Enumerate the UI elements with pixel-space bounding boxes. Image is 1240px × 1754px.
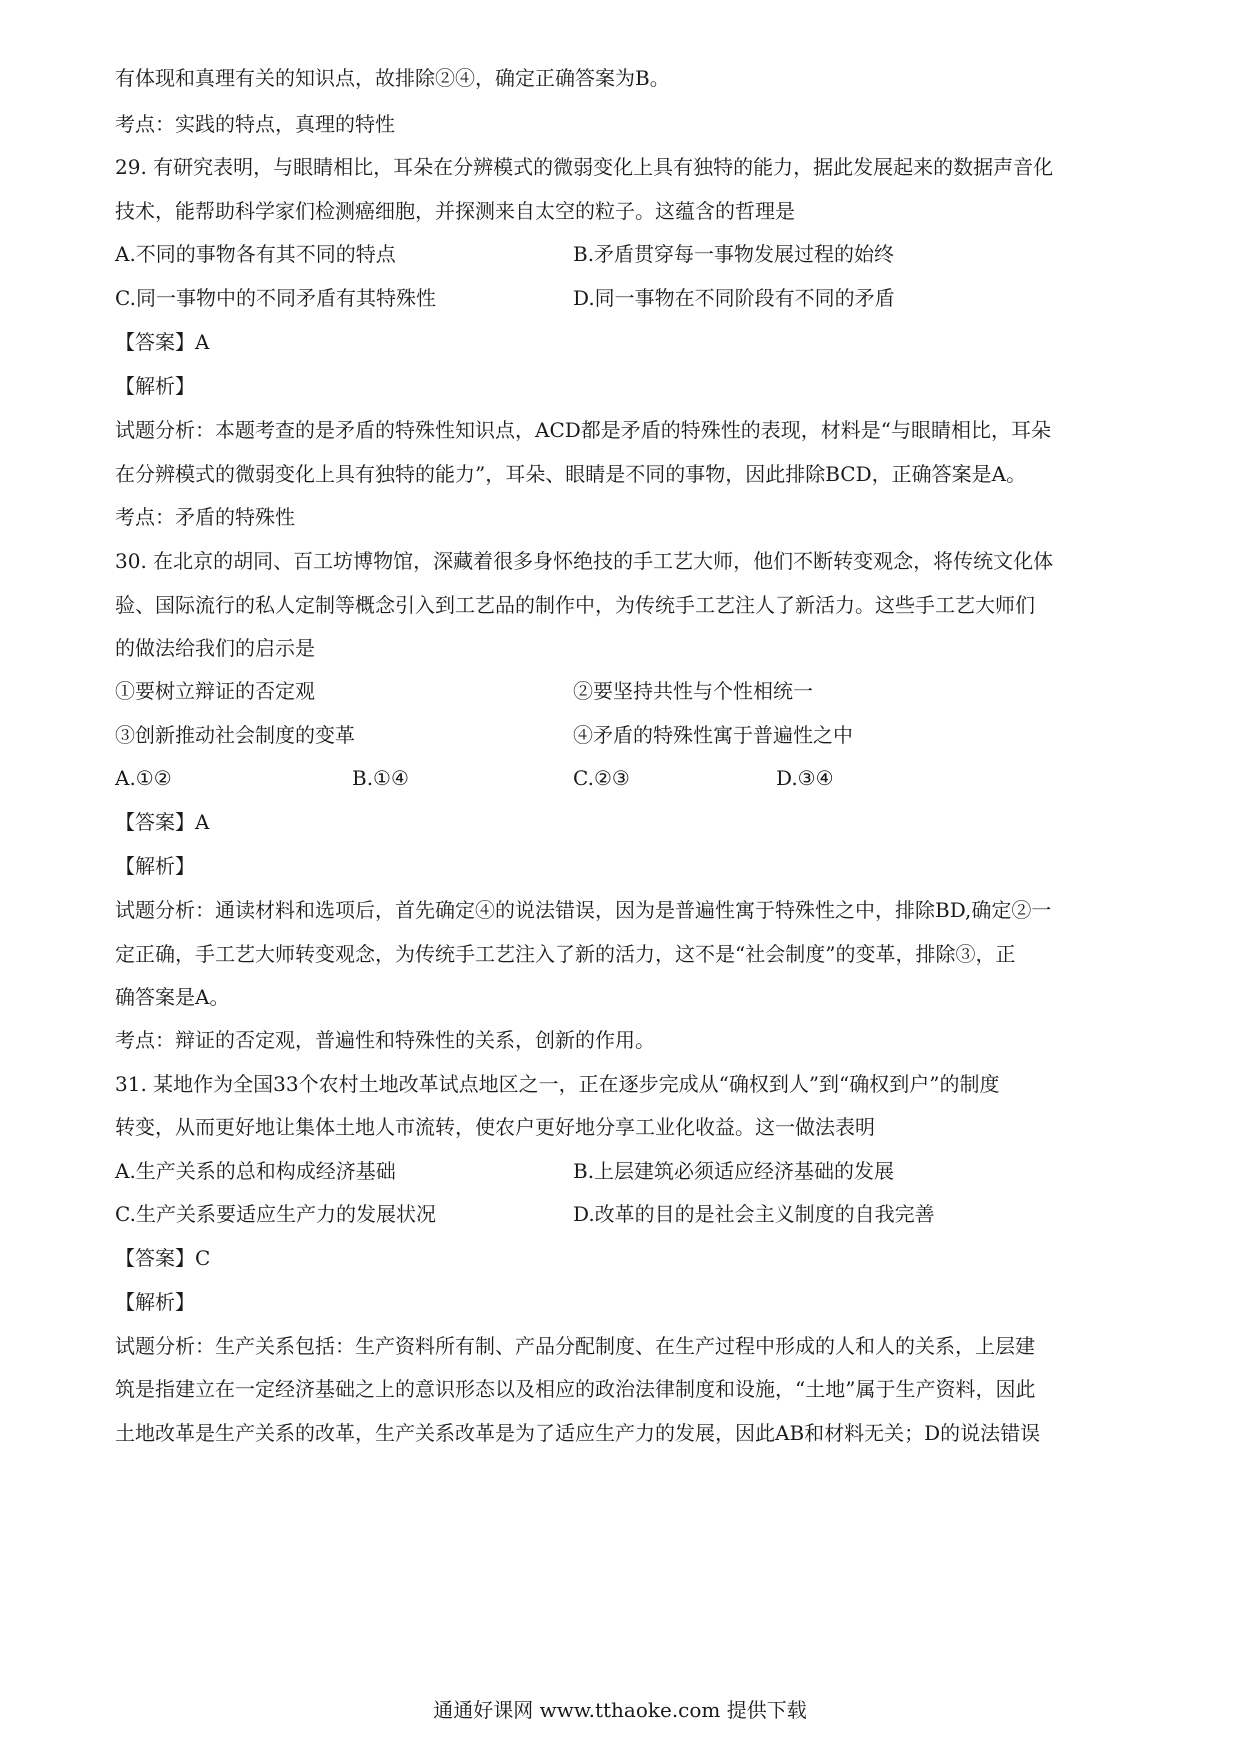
q30-item-2: ②要坚持共性与个性相统一 [573, 679, 813, 703]
q31-analysis-line-2: 筑是指建立在一定经济基础之上的意识形态以及相应的政治法律制度和设施，“土地”属于生产资料，因此 [115, 1377, 1036, 1401]
q29-option-a: A.不同的事物各有其不同的特点 [115, 242, 396, 266]
q31-option-b: B.上层建筑必须适应经济基础的发展 [573, 1159, 895, 1183]
prev-kaodian: 考点：实践的特点，真理的特性 [115, 112, 395, 136]
q30-item-4: ④矛盾的特殊性寓于普遍性之中 [573, 723, 853, 747]
q31-analysis-line-3: 土地改革是生产关系的改革，生产关系改革是为了适应生产力的发展，因此AB和材料无关；D的说法错误 [115, 1421, 1041, 1445]
q29-analysis-line-2: 在分辨模式的微弱变化上具有独特的能力”，耳朵、眼睛是不同的事物，因此排除BCD，正确答案是A。 [115, 462, 1027, 486]
q31-answer: 【答案】C [115, 1246, 211, 1270]
q30-analysis-line-2: 定正确，手工艺大师转变观念，为传统手工艺注入了新的活力，这不是“社会制度”的变革，排除③，正 [115, 942, 1016, 966]
q30-option-b: B.①④ [352, 766, 409, 790]
q29-answer: 【答案】A [115, 330, 210, 354]
q29-stem-line-2: 技术，能帮助科学家们检测癌细胞，并探测来自太空的粒子。这蕴含的哲理是 [115, 199, 795, 223]
q31-stem-line-2: 转变，从而更好地让集体土地人市流转，使农户更好地分享工业化收益。这一做法表明 [115, 1115, 875, 1139]
q30-item-3: ③创新推动社会制度的变革 [115, 723, 355, 747]
q29-option-d: D.同一事物在不同阶段有不同的矛盾 [573, 286, 895, 310]
q30-option-c: C.②③ [573, 766, 630, 790]
q31-analysis-line-1: 试题分析：生产关系包括：生产资料所有制、产品分配制度、在生产过程中形成的人和人的关系，上层建 [115, 1334, 1035, 1358]
q30-kaodian: 考点：辩证的否定观，普遍性和特殊性的关系，创新的作用。 [115, 1028, 655, 1052]
q30-analysis-line-1: 试题分析：通读材料和选项后，首先确定④的说法错误，因为是普遍性寓于特殊性之中，排除BD,确定②一 [115, 898, 1052, 922]
q29-jiexi-heading: 【解析】 [115, 374, 195, 398]
q31-option-d: D.改革的目的是社会主义制度的自我完善 [573, 1202, 935, 1226]
q29-analysis-line-1: 试题分析：本题考查的是矛盾的特殊性知识点，ACD都是矛盾的特殊性的表现，材料是“与眼睛相比，耳朵 [115, 418, 1052, 442]
q29-kaodian: 考点：矛盾的特殊性 [115, 505, 295, 529]
q30-option-d: D.③④ [776, 766, 834, 790]
page-footer: 通通好课网 www.tthaoke.com 提供下载 [433, 1698, 807, 1722]
q30-stem-line-2: 验、国际流行的私人定制等概念引入到工艺品的制作中，为传统手工艺注人了新活力。这些手工艺大师们 [115, 593, 1035, 617]
q30-stem-line-3: 的做法给我们的启示是 [115, 636, 315, 660]
q30-stem-line-1: 30. 在北京的胡同、百工坊博物馆，深藏着很多身怀绝技的手工艺大师，他们不断转变观念，将传统文化体 [115, 549, 1054, 573]
q31-jiexi-heading: 【解析】 [115, 1290, 195, 1314]
q30-answer: 【答案】A [115, 810, 210, 834]
q30-item-1: ①要树立辩证的否定观 [115, 679, 315, 703]
q31-option-a: A.生产关系的总和构成经济基础 [115, 1159, 396, 1183]
q29-stem-line-1: 29. 有研究表明，与眼睛相比，耳朵在分辨模式的微弱变化上具有独特的能力，据此发展起来的数据声音化 [115, 155, 1054, 179]
q30-analysis-line-3: 确答案是A。 [115, 985, 230, 1009]
q30-jiexi-heading: 【解析】 [115, 854, 195, 878]
q29-option-c: C.同一事物中的不同矛盾有其特殊性 [115, 286, 436, 310]
q31-option-c: C.生产关系要适应生产力的发展状况 [115, 1202, 436, 1226]
q29-option-b: B.矛盾贯穿每一事物发展过程的始终 [573, 242, 895, 266]
prev-analysis-tail: 有体现和真理有关的知识点，故排除②④，确定正确答案为B。 [115, 66, 670, 90]
q31-stem-line-1: 31. 某地作为全国33个农村土地改革试点地区之一，正在逐步完成从“确权到人”到“确权到户”的制度 [115, 1072, 1000, 1096]
q30-option-a: A.①② [115, 766, 172, 790]
